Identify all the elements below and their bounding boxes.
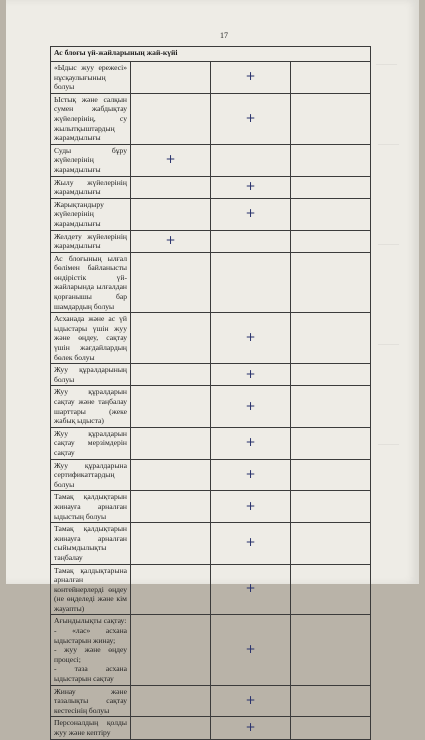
mark-cell <box>291 313 371 364</box>
criterion-cell <box>51 615 131 685</box>
mark-cell <box>131 252 211 313</box>
bleed-through: ——— <box>378 440 399 448</box>
mark-cell <box>291 523 371 564</box>
table-row <box>51 176 371 198</box>
bleed-through: ——— <box>376 60 397 68</box>
criterion-cell: Асханада және ас үй ыдыстары үшін жуу және өңдеу, сақтау үшін жағдайлардың бөлек болуы <box>51 313 131 364</box>
mark-cell <box>211 144 291 176</box>
table-row <box>51 93 371 144</box>
mark-cell <box>131 176 211 198</box>
mark-cell <box>291 230 371 252</box>
table-row <box>51 427 371 459</box>
mark-cell <box>291 685 371 717</box>
mark-cell <box>291 491 371 523</box>
criterion-cell: Жинау және тазалықты сақтау кестесінің болуы <box>51 685 131 717</box>
mark-cell <box>291 93 371 144</box>
mark-cell <box>291 427 371 459</box>
page-number: 17 <box>220 31 228 40</box>
mark-cell <box>131 523 211 564</box>
bleed-through: ——— <box>378 340 399 348</box>
criterion-line: Ағындылықты сақтау: <box>54 616 127 626</box>
handwritten-plus-mark: + <box>245 69 256 84</box>
mark-cell <box>291 144 371 176</box>
table-row <box>51 230 371 252</box>
mark-cell <box>211 364 291 386</box>
mark-cell <box>131 459 211 491</box>
criterion-cell: Тамақ қалдықтарын жинауға арналған сыйымдылықты таңбалау <box>51 523 131 564</box>
criterion-line: - жуу және өңдеу процесі; <box>54 645 127 664</box>
table-row <box>51 717 371 739</box>
mark-cell <box>131 313 211 364</box>
mark-cell <box>131 364 211 386</box>
criterion-cell: Жуу құралдарын сақтау мерзімдерін сақтау <box>51 427 131 459</box>
bleed-through: ——— <box>378 240 399 248</box>
handwritten-plus-mark: + <box>245 367 256 382</box>
document-page <box>6 0 419 737</box>
bleed-through: ——— <box>378 140 399 148</box>
handwritten-plus-mark: + <box>165 233 176 248</box>
criterion-cell: Жуу құралдарын сақтау және таңбалау шарттары (жеке жабық ыдыста) <box>51 386 131 427</box>
criterion-line: - «лас» асхана ыдыстарын жинау; <box>54 626 127 645</box>
table-row <box>51 491 371 523</box>
mark-cell <box>291 198 371 230</box>
mark-cell <box>131 491 211 523</box>
mark-cell <box>131 93 211 144</box>
mark-cell <box>131 427 211 459</box>
handwritten-plus-mark: + <box>165 152 176 167</box>
mark-cell <box>131 144 211 176</box>
mark-cell <box>291 176 371 198</box>
handwritten-plus-mark: + <box>245 110 256 125</box>
handwritten-plus-mark: + <box>245 535 256 550</box>
handwritten-plus-mark: + <box>245 720 256 735</box>
table-row <box>51 459 371 491</box>
criterion-cell: Тамақ қалдықтарын жинауға арналған ыдыстың болуы <box>51 491 131 523</box>
mark-cell <box>131 717 211 739</box>
handwritten-plus-mark: + <box>245 206 256 221</box>
table-row <box>51 386 371 427</box>
mark-cell <box>211 313 291 364</box>
table-row <box>51 523 371 564</box>
mark-cell <box>211 685 291 717</box>
table-title-row <box>51 47 371 62</box>
mark-cell <box>291 615 371 685</box>
mark-cell <box>211 386 291 427</box>
table-row <box>51 364 371 386</box>
criterion-cell: Персоналдың қолды жуу және кептіру <box>51 717 131 739</box>
mark-cell <box>211 491 291 523</box>
checklist-table <box>50 46 371 740</box>
mark-cell <box>211 198 291 230</box>
handwritten-plus-mark: + <box>245 581 256 596</box>
table-row <box>51 564 371 615</box>
handwritten-plus-mark: + <box>245 435 256 450</box>
mark-cell <box>131 230 211 252</box>
mark-cell <box>291 717 371 739</box>
mark-cell <box>211 427 291 459</box>
mark-cell <box>131 386 211 427</box>
criterion-cell: Ас блоғының ылғал бөлімен байланысты өндірістік үй-жайларында ылғалдан қорғанышы бар шамдардың болуы <box>51 252 131 313</box>
mark-cell <box>291 252 371 313</box>
mark-cell <box>291 364 371 386</box>
table-row <box>51 198 371 230</box>
mark-cell <box>291 386 371 427</box>
criterion-cell: Суды бұру жүйелерінің жарамдылығы <box>51 144 131 176</box>
criterion-cell: Жарықтандыру жүйелерінің жарамдылығы <box>51 198 131 230</box>
mark-cell <box>131 615 211 685</box>
mark-cell <box>131 198 211 230</box>
criterion-cell: Жуу құралдарының болуы <box>51 364 131 386</box>
handwritten-plus-mark: + <box>245 330 256 345</box>
handwritten-plus-mark: + <box>245 642 256 657</box>
mark-cell <box>131 685 211 717</box>
table-row <box>51 313 371 364</box>
mark-cell <box>211 459 291 491</box>
mark-cell <box>211 252 291 313</box>
mark-cell <box>211 564 291 615</box>
table-row <box>51 685 371 717</box>
mark-cell <box>211 523 291 564</box>
criterion-line: - таза асхана ыдыстарын сақтау <box>54 664 127 684</box>
mark-cell <box>291 459 371 491</box>
criterion-cell: Тамақ қалдықтарына арналған контейнерлерді өңдеу (не өңделеді және кім жауапты) <box>51 564 131 615</box>
mark-cell <box>211 62 291 94</box>
handwritten-plus-mark: + <box>245 498 256 513</box>
criterion-cell: Жылу жүйелерінің жарамдылығы <box>51 176 131 198</box>
mark-cell <box>211 230 291 252</box>
mark-cell <box>131 564 211 615</box>
table-title: Ас блоғы үй-жайларының жай-күйі <box>51 47 371 62</box>
criterion-cell: Ыстық және салқын сумен жабдықтау жүйелерінің, су жылытқыштардың жарамдылығы <box>51 93 131 144</box>
mark-cell <box>211 717 291 739</box>
criterion-cell: «Ыдыс жуу ережесі» нұсқаулығының болуы <box>51 62 131 94</box>
mark-cell <box>291 564 371 615</box>
table-row <box>51 144 371 176</box>
table-row <box>51 252 371 313</box>
handwritten-plus-mark: + <box>245 693 256 708</box>
mark-cell <box>211 93 291 144</box>
mark-cell <box>131 62 211 94</box>
table-row <box>51 62 371 94</box>
mark-cell <box>211 615 291 685</box>
mark-cell <box>291 62 371 94</box>
table-row <box>51 615 371 685</box>
handwritten-plus-mark: + <box>245 179 256 194</box>
criterion-cell: Желдету жүйелерінің жарамдылығы <box>51 230 131 252</box>
handwritten-plus-mark: + <box>245 398 256 413</box>
mark-cell <box>211 176 291 198</box>
criterion-cell: Жуу құралдарына сертификаттардың болуы <box>51 459 131 491</box>
handwritten-plus-mark: + <box>245 467 256 482</box>
